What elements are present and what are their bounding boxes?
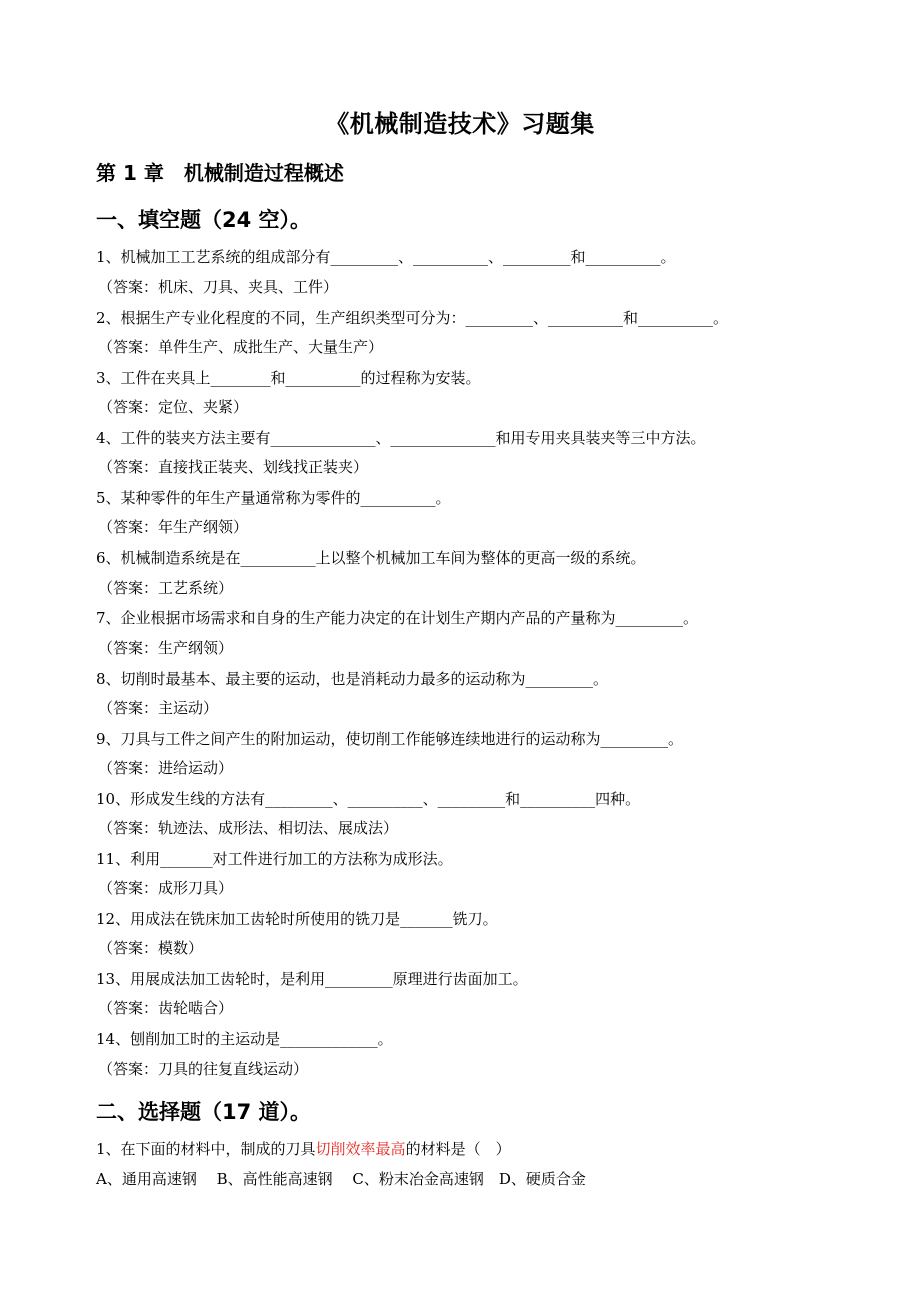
question-line: 1、机械加工工艺系统的组成部分有_________、__________、_________和__________。 — [96, 248, 676, 266]
question-line: 14、刨削加工时的主运动是_____________。 — [96, 1030, 393, 1048]
question-line: 8、切削时最基本、最主要的运动，也是消耗动力最多的运动称为_________。 — [96, 670, 609, 688]
answer-line: （答案：进给运动） — [98, 759, 234, 777]
choice-options: A、通用高速钢 B、高性能高速钢 C、粉末冶金高速钢 D、硬质合金 — [96, 1170, 586, 1188]
question-line: 4、工件的装夹方法主要有______________、______________和用专用夹具装夹等三中方法。 — [96, 429, 706, 447]
answer-line: （答案：成形刀具） — [98, 879, 234, 897]
answer-line: （答案：主运动） — [98, 699, 219, 717]
document-title: 《机械制造技术》习题集 — [325, 110, 595, 138]
answer-line: （答案：机床、刀具、夹具、工件） — [98, 278, 339, 296]
question-line: 5、某种零件的年生产量通常称为零件的__________。 — [96, 489, 451, 507]
answer-line: （答案：轨迹法、成形法、相切法、展成法） — [98, 819, 399, 837]
answer-line: （答案：直接找正装夹、划线找正装夹） — [98, 458, 369, 476]
answer-line: （答案：定位、夹紧） — [98, 398, 249, 416]
section-heading-fill-in: 一、填空题（24 空）。 — [96, 208, 312, 232]
choice-question — [96, 1139, 511, 1159]
answer-line: （答案：工艺系统） — [98, 579, 234, 597]
question-line: 6、机械制造系统是在__________上以整个机械加工车间为整体的更高一级的系统。 — [96, 549, 646, 567]
chapter-heading: 第 1 章 机械制造过程概述 — [96, 161, 344, 185]
choice-question-text-end: 的材料是（ ） — [405, 1140, 511, 1158]
answer-line: （答案：生产纲领） — [98, 639, 234, 657]
question-line: 2、根据生产专业化程度的不同，生产组织类型可分为：_________、__________和__________。 — [96, 309, 729, 327]
question-line: 12、用成法在铣床加工齿轮时所使用的铣刀是_______铣刀。 — [96, 910, 498, 928]
answer-line: （答案：模数） — [98, 939, 204, 957]
answer-line: （答案：年生产纲领） — [98, 518, 249, 536]
question-line: 10、形成发生线的方法有_________、__________、_________和__________四种。 — [96, 790, 641, 808]
choice-question-text: 1、在下面的材料中，制成的刀具 — [96, 1140, 316, 1158]
section-heading-multiple-choice: 二、选择题（17 道）。 — [96, 1100, 312, 1124]
question-line: 3、工件在夹具上________和__________的过程称为安装。 — [96, 369, 481, 387]
question-line: 9、刀具与工件之间产生的附加运动，使切削工作能够连续地进行的运动称为_________。 — [96, 730, 684, 748]
choice-question-highlight: 切削效率最高 — [315, 1140, 406, 1158]
question-line: 11、利用_______对工件进行加工的方法称为成形法。 — [96, 850, 453, 868]
answer-line: （答案：刀具的往复直线运动） — [98, 1060, 309, 1078]
answer-line: （答案：单件生产、成批生产、大量生产） — [98, 338, 384, 356]
question-line: 13、用展成法加工齿轮时，是利用_________原理进行齿面加工。 — [96, 970, 528, 988]
question-line: 7、企业根据市场需求和自身的生产能力决定的在计划生产期内产品的产量称为_________。 — [96, 609, 699, 627]
answer-line: （答案：齿轮啮合） — [98, 999, 234, 1017]
